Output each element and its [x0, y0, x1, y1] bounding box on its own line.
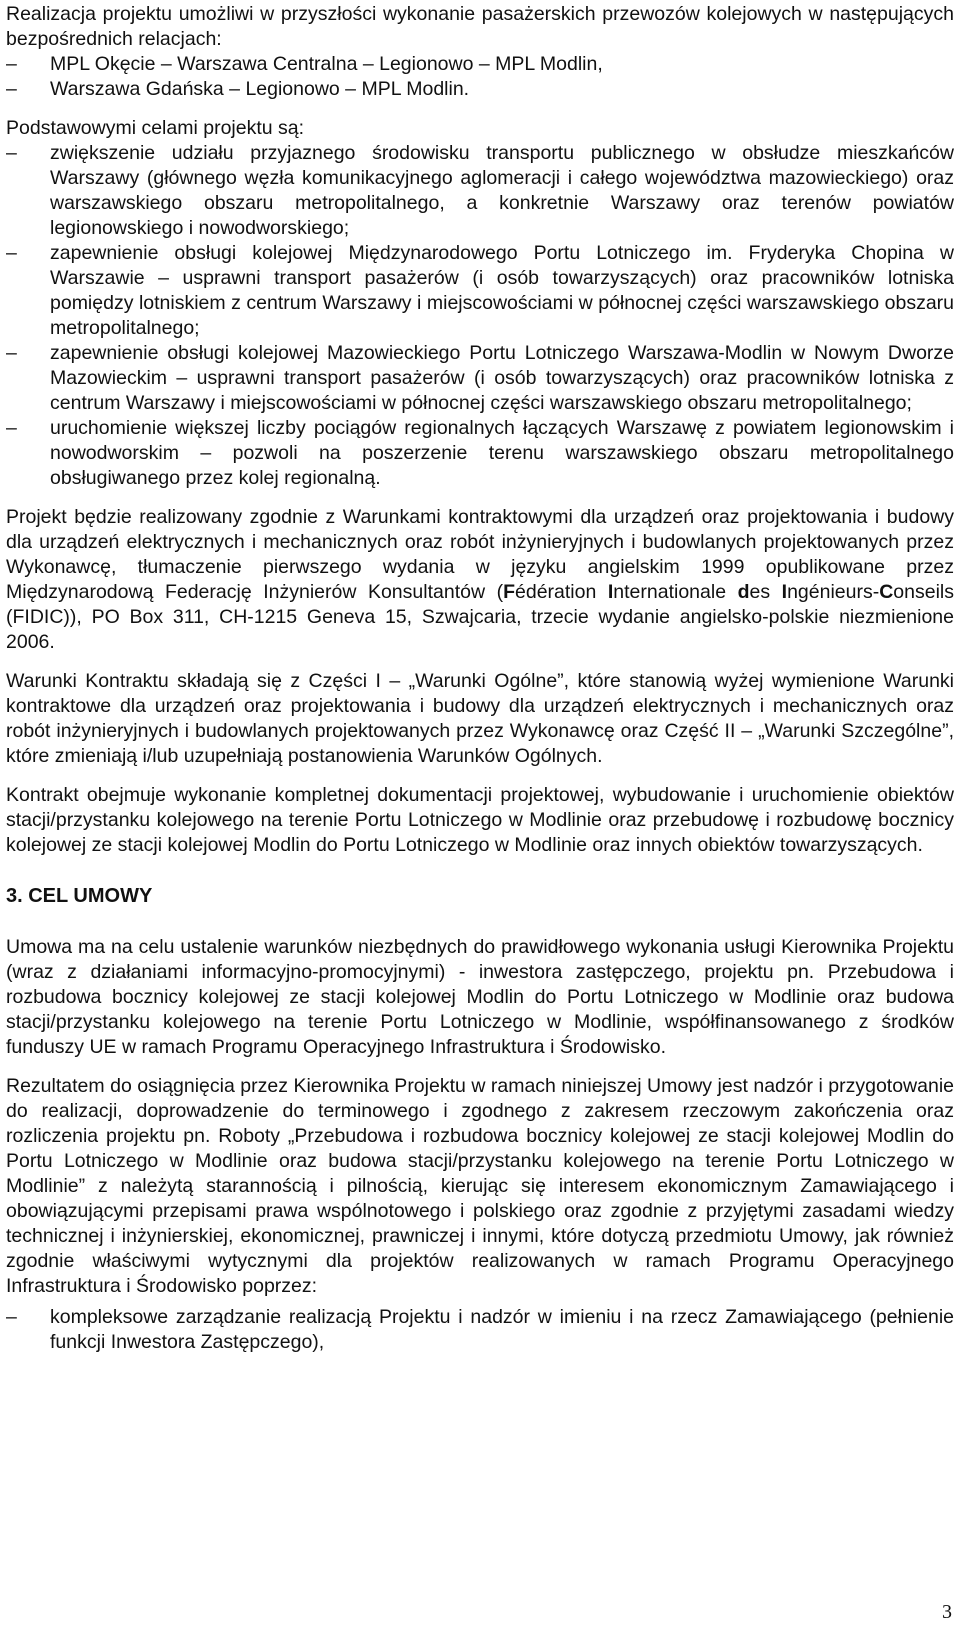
dash-bullet: – — [6, 78, 17, 100]
final-list — [6, 1305, 954, 1355]
list-item-text: kompleksowe zarządzanie realizacją Projektu i nadzór w imieniu i na rzecz Zamawiającego (pełnienie funkcji Inwestora Zastępczego), — [50, 1306, 954, 1353]
list-item-text: Warszawa Gdańska – Legionowo – MPL Modlin. — [50, 78, 470, 100]
fidic-paragraph — [6, 505, 954, 655]
dash-bullet: – — [6, 342, 17, 364]
fidic-text: es — [749, 581, 782, 603]
relations-list — [6, 52, 954, 102]
list-item-text: zapewnienie obsługi kolejowej Międzynarodowego Portu Lotniczego im. Fryderyka Chopina w Warszawie – usprawni transport pasażerów (i osób towarzyszących) oraz pracowników lotniska pomiędzy lotniskiem z centrum Warszawy i miejscowościami w północnej części warszawskiego obszaru metropolitalnego; — [50, 242, 954, 339]
dash-bullet: – — [6, 242, 17, 264]
goals-list — [6, 141, 954, 491]
list-item — [6, 241, 954, 341]
fidic-letter: F — [503, 581, 515, 603]
dash-bullet: – — [6, 142, 17, 164]
list-item-text: zapewnienie obsługi kolejowej Mazowieckiego Portu Lotniczego Warszawa-Modlin w Nowym Dworze Mazowieckim – usprawni transport pasażerów (i osób towarzyszących) oraz pracowników lotniska z centrum Warszawy i miejscowościami w północnej części warszawskiego obszaru metropolitalnego; — [50, 342, 954, 414]
dash-bullet: – — [6, 1306, 17, 1328]
dash-bullet: – — [6, 417, 17, 439]
list-item-text: zwiększenie udziału przyjaznego środowisku transportu publicznego w obsłudze mieszkańców Warszawy (głównego węzła komunikacyjnego aglomeracji i całego województwa mazowieckiego) oraz warszawskiego obszaru metropolitalnego, a konkretnie Warszawy oraz terenów powiatów legionowskiego i nowodworskiego; — [50, 142, 954, 239]
list-item-text: uruchomienie większej liczby pociągów regionalnych łączących Warszawę z powiatem legionowskim i nowodworskim – pozwoli na poszerzenie terenu warszawskiego obszaru metropolitalnego obsługiwanego przez kolej regionalną. — [50, 417, 954, 489]
intro-paragraph: Realizacja projektu umożliwi w przyszłości wykonanie pasażerskich przewozów kolejowych w następujących bezpośrednich relacjach: — [6, 3, 954, 50]
list-item — [6, 341, 954, 416]
list-item — [6, 77, 954, 102]
list-item — [6, 52, 954, 77]
fidic-text: ngénieurs- — [787, 581, 880, 603]
purpose-paragraph: Umowa ma na celu ustalenie warunków niezbędnych do prawidłowego wykonania usługi Kierownika Projektu (wraz z działaniami informacyjno-promocyjnymi) - inwestora zastępczego, projektu pn. Przebudowa i rozbudowa bocznicy kolejowej ze stacji kolejowej Modlin do Portu Lotniczego w Modlinie oraz budowa stacji/przystanku kolejowego na terenie Portu Lotniczego w Modlinie, współfinansowanego z środków funduszy UE w ramach Programu Operacyjnego Infrastruktura i Środowisko. — [6, 936, 954, 1058]
result-paragraph: Rezultatem do osiągnięcia przez Kierownika Projektu w ramach niniejszej Umowy jest nadzór i przygotowanie do realizacji, doprowadzenie do terminowego i zgodnego z zakresem rzeczowym zakończenia oraz rozliczenia projektu pn. Roboty „Przebudowa i rozbudowa bocznicy kolejowej ze stacji kolejowej Modlin do Portu Lotniczego w Modlinie oraz budowa stacji/przystanku kolejowego na terenie Portu Lotniczego w Modlinie” z należytą starannością i pilnością, kierując się interesem ekonomicznym Zamawiającego i obowiązującymi przepisami prawa wspólnotowego i polskiego oraz zgodnie z przyjętymi zasadami wiedzy technicznej i inżynierskiej, ekonomicznej, prawniczej i innymi, które dotyczą przedmiotu Umowy, jak również zgodnie właściwymi wytycznymi dla projektów realizowanych w ramach Programu Operacyjnego Infrastruktura i Środowisko poprzez: — [6, 1075, 954, 1297]
fidic-letter: I — [607, 581, 614, 603]
conditions-paragraph: Warunki Kontraktu składają się z Części I – „Warunki Ogólne”, które stanowią wyżej wymienione Warunki kontraktowe dla urządzeń oraz projektowania i budowy dla urządzeń elektrycznych i mechanicznych oraz robót inżynieryjnych i budowlanych projektowanych przez Wykonawcę oraz Część II – „Warunki Szczególne”, które zmieniają i/lub uzupełniają postanowienia Warunków Ogólnych. — [6, 670, 954, 767]
fidic-text: onseils (FIDIC)), PO Box 311, CH-1215 Geneva 15, Szwajcaria, trzecie wydanie angielsko-polskie niezmienione 2006. — [6, 581, 954, 653]
fidic-text: Projekt będzie realizowany zgodnie z Warunkami kontraktowymi dla urządzeń oraz projektowania i budowy dla urządzeń elektrycznych i mechanicznych oraz robót inżynieryjnych i budowlanych projektowanych przez Wykonawcę, tłumaczenie pierwszego wydania w języku angielskim 1999 opublikowane przez Międzynarodową Federację Inżynierów Konsultantów ( — [6, 506, 954, 603]
list-item — [6, 1305, 954, 1355]
fidic-letter: I — [781, 581, 788, 603]
list-item-text: MPL Okęcie – Warszawa Centralna – Legionowo – MPL Modlin, — [50, 53, 603, 75]
fidic-text: édération — [515, 581, 608, 603]
section-heading: 3. CEL UMOWY — [6, 885, 153, 907]
list-item — [6, 416, 954, 491]
list-item — [6, 141, 954, 241]
fidic-text: nternationale — [613, 581, 738, 603]
fidic-letter: d — [737, 581, 750, 603]
goals-lead: Podstawowymi celami projektu są: — [6, 117, 305, 139]
fidic-letter: C — [879, 581, 894, 603]
page-number: 3 — [942, 1601, 952, 1623]
dash-bullet: – — [6, 53, 17, 75]
contract-paragraph: Kontrakt obejmuje wykonanie kompletnej dokumentacji projektowej, wybudowanie i uruchomienie obiektów stacji/przystanku kolejowego na terenie Portu Lotniczego w Modlinie oraz przebudowę i rozbudowę bocznicy kolejowej ze stacji kolejowej Modlin do Portu Lotniczego w Modlinie oraz innych obiektów towarzyszących. — [6, 784, 954, 856]
